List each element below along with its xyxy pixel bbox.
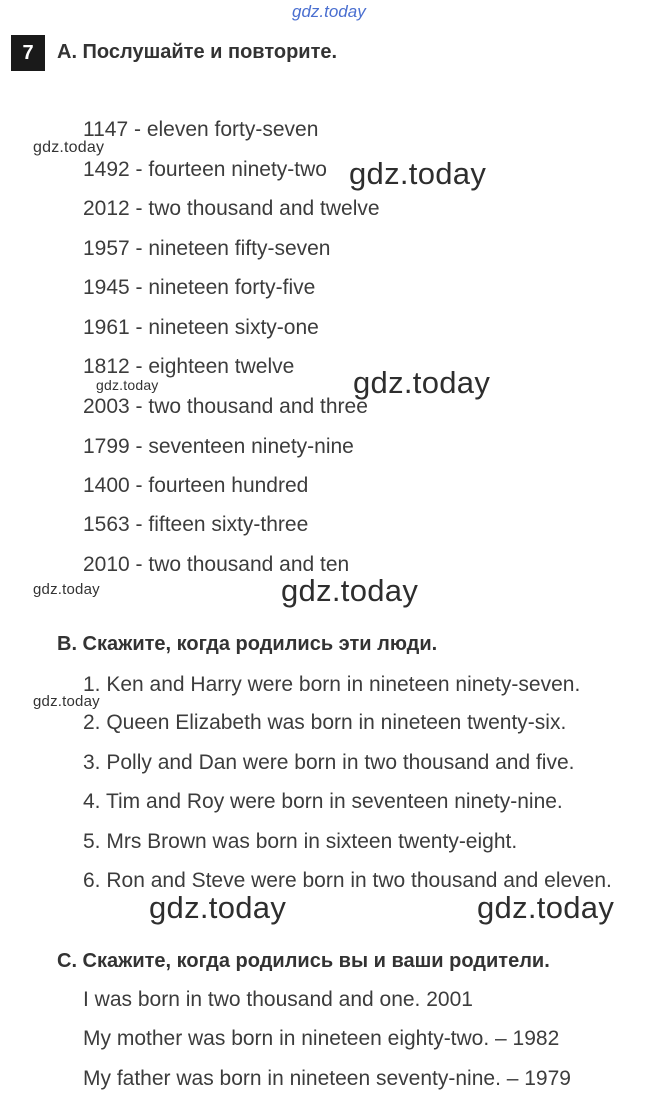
list-item: 5. Mrs Brown was born in sixteen twenty-eight. (83, 830, 518, 853)
list-item: 1812 - eighteen twelve (83, 355, 295, 378)
list-item: 2003 - two thousand and three (83, 395, 368, 418)
watermark-text: gdz.today (477, 890, 615, 925)
list-item: 4. Tim and Roy were born in seventeen ninety-nine. (83, 790, 563, 813)
list-item: 2010 - two thousand and ten (83, 553, 350, 576)
list-item: 3. Polly and Dan were born in two thousand and five. (83, 751, 575, 774)
watermark-text: gdz.today (33, 581, 100, 598)
section-b-title: B. Скажите, когда родились эти люди. (57, 633, 438, 655)
list-item: 1563 - fifteen sixty-three (83, 513, 309, 536)
list-item: 6. Ron and Steve were born in two thousand and eleven. (83, 869, 612, 892)
list-item: I was born in two thousand and one. 2001 (83, 988, 473, 1011)
list-item: 1492 - fourteen ninety-two (83, 158, 327, 181)
list-item: 1799 - seventeen ninety-nine (83, 435, 354, 458)
list-item: 1400 - fourteen hundred (83, 474, 309, 497)
list-item: 2. Queen Elizabeth was born in nineteen twenty-six. (83, 711, 567, 734)
watermark-text: gdz.today (33, 139, 105, 156)
list-item: 1961 - nineteen sixty-one (83, 316, 319, 339)
list-item: My mother was born in nineteen eighty-two. – 1982 (83, 1027, 560, 1050)
list-item: 1945 - nineteen forty-five (83, 276, 316, 299)
list-item: 1147 - eleven forty-seven (83, 118, 319, 141)
list-item: My father was born in nineteen seventy-nine. – 1979 (83, 1067, 571, 1090)
watermark-text: gdz.today (33, 693, 100, 710)
watermark-text: gdz.today (149, 890, 287, 925)
list-item: 1957 - nineteen fifty-seven (83, 237, 331, 260)
list-item: 2012 - two thousand and twelve (83, 197, 380, 220)
section-c-title: C. Скажите, когда родились вы и ваши родители. (57, 950, 550, 972)
exercise-number-badge: 7 (11, 35, 45, 71)
section-a-title: A. Послушайте и повторите. (57, 41, 338, 63)
watermark-text: gdz.today (349, 156, 487, 191)
watermark-text: gdz.today (96, 377, 159, 393)
list-item: 1. Ken and Harry were born in nineteen ninety-seven. (83, 673, 581, 696)
watermark-text: gdz.today (353, 365, 491, 400)
watermark-text: gdz.today (281, 573, 419, 608)
header-watermark: gdz.today (292, 2, 366, 21)
